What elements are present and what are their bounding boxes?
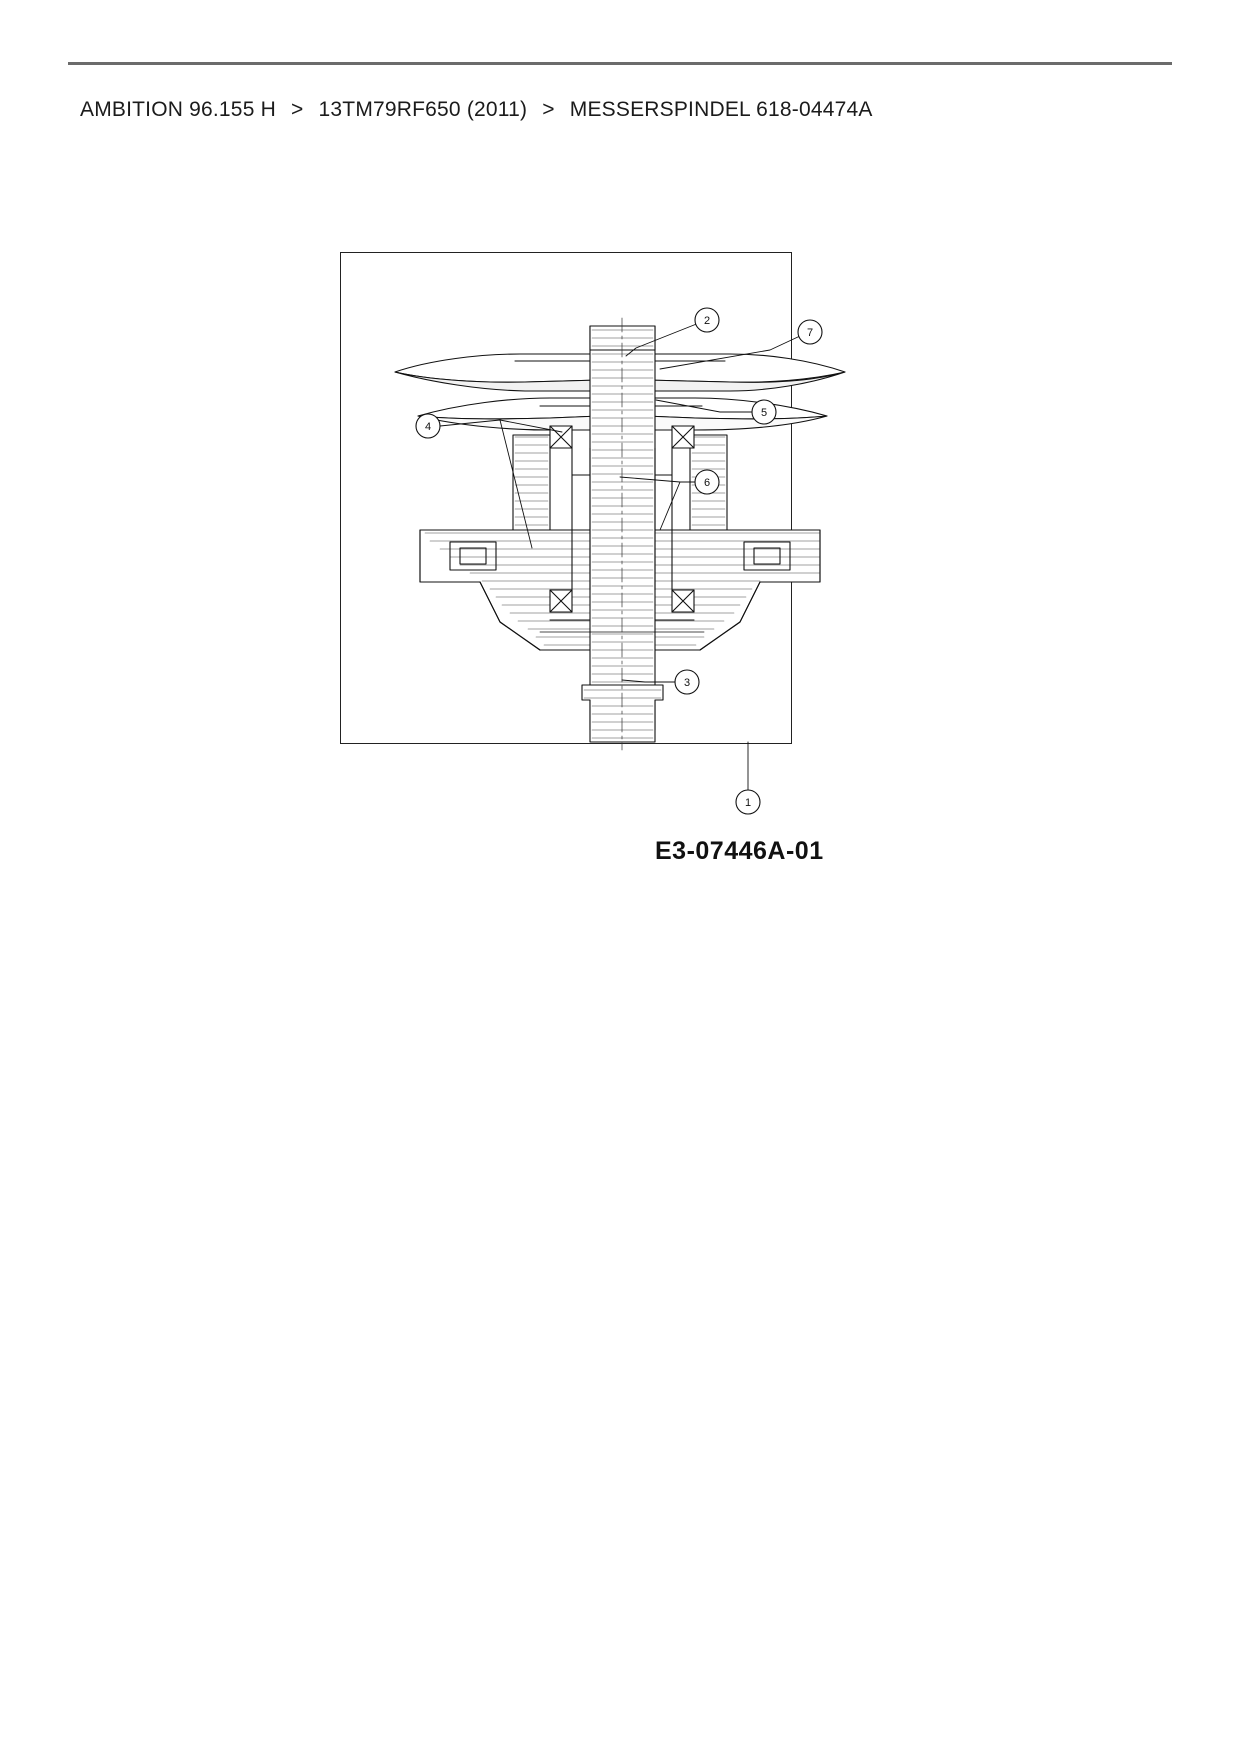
header-divider: [68, 62, 1172, 65]
drawing-code: E3-07446A-01: [655, 837, 824, 865]
breadcrumb-type-number[interactable]: 13TM79RF650 (2011): [318, 98, 528, 121]
callout-label-3: 3: [683, 677, 691, 689]
callout-label-7: 7: [806, 327, 814, 339]
spindle-assembly-drawing: [300, 230, 940, 890]
breadcrumb-separator-1: >: [291, 98, 304, 121]
breadcrumb-assembly[interactable]: MESSERSPINDEL 618-04474A: [569, 98, 873, 121]
callout-label-4: 4: [424, 421, 432, 433]
breadcrumb-separator-2: >: [542, 98, 555, 121]
breadcrumb-model[interactable]: AMBITION 96.155 H: [80, 98, 276, 121]
exploded-view-diagram: [300, 230, 940, 890]
callout-label-6: 6: [703, 477, 711, 489]
callout-label-5: 5: [760, 407, 768, 419]
callout-label-1: 1: [744, 797, 752, 809]
callout-label-2: 2: [703, 315, 711, 327]
breadcrumb: [80, 98, 873, 122]
